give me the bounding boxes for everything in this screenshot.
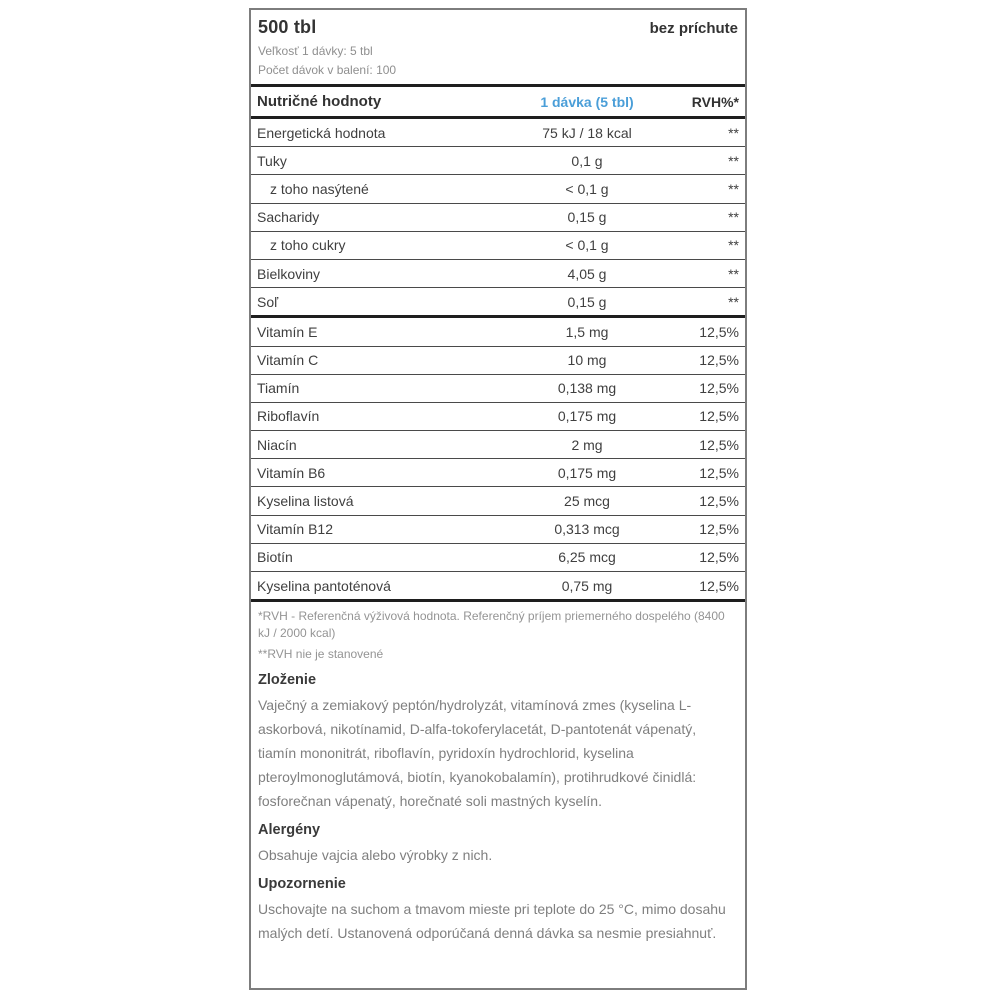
row-label: Kyselina listová — [257, 493, 354, 510]
row-value: 0,1 g — [571, 152, 603, 169]
row-value: 10 mg — [567, 352, 607, 369]
row-rvh: ** — [728, 237, 739, 254]
row-label: Vitamín E — [257, 323, 318, 340]
nutrition-row — [251, 516, 745, 544]
row-rvh: 12,5% — [699, 577, 739, 594]
row-label: Bielkoviny — [257, 265, 321, 282]
nutrition-row — [251, 375, 745, 403]
row-value: 2 mg — [571, 436, 603, 453]
nutrition-row — [251, 318, 745, 346]
section-ingredients — [251, 669, 745, 813]
nutrition-row — [251, 403, 745, 431]
row-label: Soľ — [257, 293, 279, 310]
nutrition-row — [251, 347, 745, 375]
footnote-rvh-not-set: **RVH nie je stanovené — [258, 647, 384, 662]
flavor: bez príchute — [649, 20, 738, 37]
nutrition-row — [251, 431, 745, 459]
row-value: 0,313 mcg — [554, 521, 620, 538]
column-nutrients: Nutričné hodnoty — [257, 93, 382, 110]
row-label: Tuky — [257, 152, 287, 169]
row-rvh: ** — [728, 180, 739, 197]
section-body: Obsahuje vajcia alebo výrobky z nich. — [258, 847, 493, 864]
nutrition-row — [251, 175, 745, 203]
nutrition-row — [251, 204, 745, 232]
row-rvh: 12,5% — [699, 549, 739, 566]
label-header — [251, 10, 745, 87]
row-rvh: 12,5% — [699, 380, 739, 397]
row-rvh: 12,5% — [699, 464, 739, 481]
nutrition-row — [251, 544, 745, 572]
row-label: Kyselina pantoténová — [257, 577, 391, 594]
row-value: < 0,1 g — [565, 180, 609, 197]
nutrition-label — [249, 8, 747, 990]
row-rvh: ** — [728, 265, 739, 282]
row-value: 75 kJ / 18 kcal — [542, 124, 632, 141]
row-label: Vitamín C — [257, 352, 319, 369]
label-title-row — [258, 17, 738, 38]
nutrition-rows — [251, 119, 745, 602]
section-heading: Alergény — [258, 822, 321, 839]
row-label: Tiamín — [257, 380, 300, 397]
row-value: 0,75 mg — [561, 577, 613, 594]
nutrition-row — [251, 232, 745, 260]
row-value: 0,138 mg — [557, 380, 617, 397]
section-heading: Zloženie — [258, 672, 317, 689]
row-value: 0,15 g — [567, 209, 607, 226]
row-rvh: ** — [728, 124, 739, 141]
row-value: 1,5 mg — [565, 323, 609, 340]
section-body: Uschovajte na suchom a tmavom mieste pri teplote do 25 °C, mimo dosahu malých detí. Ustanovená odporúčaná denná dávka sa nesmie presiahnuť. — [258, 901, 726, 942]
footnote-rvh-definition: *RVH - Referenčná výživová hodnota. Referenčný príjem priemerného dospelého (8400 kJ / 2000 kcal) — [258, 609, 725, 641]
column-rvh: RVH%* — [691, 93, 739, 110]
row-value: 0,175 mg — [557, 464, 617, 481]
nutrition-row — [251, 572, 745, 602]
row-value: 0,175 mg — [557, 408, 617, 425]
row-label: z toho nasýtené — [270, 180, 369, 197]
nutrition-row — [251, 487, 745, 515]
nutrition-row — [251, 147, 745, 175]
row-rvh: 12,5% — [699, 408, 739, 425]
nutrition-row — [251, 260, 745, 288]
row-value: < 0,1 g — [565, 237, 609, 254]
row-value: 6,25 mcg — [558, 549, 616, 566]
row-label: Biotín — [257, 549, 293, 566]
row-rvh: 12,5% — [699, 493, 739, 510]
row-rvh: 12,5% — [699, 436, 739, 453]
serving-size: Veľkosť 1 dávky: 5 tbl — [258, 44, 373, 58]
row-label: Vitamín B6 — [257, 464, 326, 481]
nutrition-row — [251, 119, 745, 147]
row-label: Riboflavín — [257, 408, 320, 425]
row-label: Vitamín B12 — [257, 521, 334, 538]
row-rvh: ** — [728, 293, 739, 310]
row-rvh: 12,5% — [699, 352, 739, 369]
section-allergens — [251, 819, 745, 867]
nutrition-row — [251, 459, 745, 487]
row-value: 0,15 g — [567, 293, 607, 310]
section-body: Vaječný a zemiakový peptón/hydrolyzát, vitamínová zmes (kyselina L-askorbová, nikotínamid, D-alfa-tokoferylacetát, D-pantotenát vápenatý, tiamín mononitrát, riboflavín, pyridoxín hydrochlorid, kyselina pteroylmonoglutámová, biotín, kyanokobalamín), protihrudkové činidlá: fosforečnan vápenatý, horečnaté soli mastných kyselín. — [258, 697, 697, 810]
column-serving: 1 dávka (5 tbl) — [540, 93, 634, 110]
pack-size: 500 tbl — [258, 17, 317, 37]
row-value: 4,05 g — [567, 265, 607, 282]
row-rvh: ** — [728, 152, 739, 169]
footnotes — [251, 602, 745, 663]
row-value: 25 mcg — [564, 493, 610, 510]
row-label: Niacín — [257, 436, 297, 453]
section-heading: Upozornenie — [258, 876, 346, 893]
table-header-row — [251, 87, 745, 119]
row-rvh: ** — [728, 209, 739, 226]
row-rvh: 12,5% — [699, 323, 739, 340]
row-label: Energetická hodnota — [257, 124, 386, 141]
row-label: Sacharidy — [257, 209, 320, 226]
nutrition-row — [251, 288, 745, 318]
servings-per-pack: Počet dávok v balení: 100 — [258, 63, 397, 77]
section-warning — [251, 873, 745, 945]
row-rvh: 12,5% — [699, 521, 739, 538]
row-label: z toho cukry — [270, 237, 346, 254]
